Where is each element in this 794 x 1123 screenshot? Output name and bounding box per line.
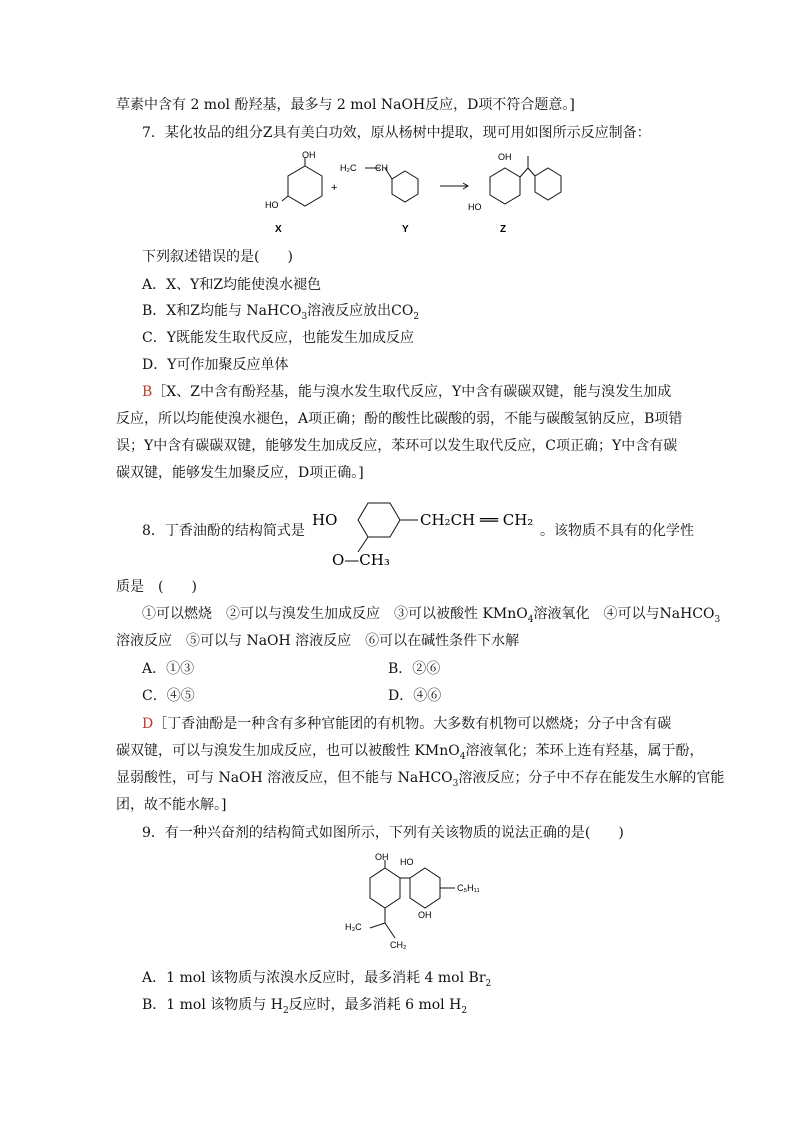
- h2c-label-y: H₂C: [340, 163, 357, 173]
- stimulant-structure-q9: [340, 848, 500, 958]
- benzene-ring-x: [288, 166, 322, 206]
- question-7-stem: 7．某化妆品的组分Z具有美白功效，原从杨树中提取，现可用如图所示反应制备：: [142, 125, 651, 141]
- benzene-ring-y: [392, 171, 418, 202]
- answer-7-line4: 碳双键，能够发生加聚反应，D项正确。]: [116, 465, 364, 481]
- ch-label-y: CH: [375, 163, 388, 173]
- option-9b: B．1 mol 该物质与 $H_2$反应时，最多消耗 6 mol $H_2$: [142, 997, 468, 1016]
- label-x: X: [275, 224, 282, 235]
- question-8-line2: 质是 ( ): [116, 579, 197, 595]
- question-8-options-line1: ①可以燃烧 ②可以与溴发生加成反应 ③可以被酸性 KMnO$_4$溶液氧化 ④可以与NaHCO$_3$: [142, 606, 721, 625]
- ho-label-eugenol: HO: [312, 511, 338, 529]
- answer-8-line1: D［丁香油酚是一种含有多种官能团的有机物。大多数有机物可以燃烧；分子中含有碳: [142, 716, 672, 732]
- question-8-suffix: 。该物质不具有的化学性: [540, 523, 694, 539]
- ho-label-z: HO: [468, 202, 482, 212]
- question-8-prefix: 8．丁香油酚的结构简式是: [142, 523, 305, 539]
- pentyl-label: C₅H₁₁: [457, 883, 480, 893]
- line-continuation: 草素中含有 2 mol 酚羟基，最多与 2 mol NaOH反应，D项不符合题意。]: [116, 97, 575, 113]
- allyl-chain-label: CH₂CH ══ CH₂: [420, 511, 534, 529]
- ho-label-x: HO: [265, 200, 279, 210]
- oh-label-3: OH: [418, 910, 432, 920]
- label-z: Z: [500, 224, 507, 235]
- option-8a: A．①③: [142, 661, 195, 677]
- option-7c: C．Y既能发生取代反应，也能发生加成反应: [142, 330, 414, 346]
- option-8d: D．④⑥: [388, 688, 442, 704]
- ch2-label: CH₂: [390, 940, 407, 950]
- eugenol-structure: [310, 490, 545, 570]
- option-7a: A．X、Y和Z均能使溴水褪色: [142, 277, 322, 293]
- methoxy-label: O—CH₃: [332, 551, 390, 569]
- option-8b: B．②⑥: [388, 661, 441, 677]
- option-7d: D．Y可作加聚反应单体: [142, 357, 289, 373]
- oh-label-z: OH: [498, 152, 512, 162]
- option-9a: A．1 mol 该物质与浓溴水反应时，最多消耗 4 mol $Br_2$: [142, 970, 492, 989]
- plus-sign: +: [331, 182, 338, 194]
- answer-7-line3: 误；Y中含有碳碳双键，能够发生加成反应，苯环可以发生取代反应，C项正确；Y中含有碳: [116, 438, 678, 454]
- benzene-ring-z2: [535, 168, 561, 200]
- h3c-label: H₃C: [345, 922, 362, 932]
- answer-key-7: B: [142, 384, 153, 400]
- answer-7-line1: B［X、Z中含有酚羟基，能与溴水发生取代反应，Y中含有碳碳双键，能与溴发生加成: [142, 384, 672, 400]
- answer-8-line2: 碳双键，可以与溴发生加成反应，也可以被酸性 KMnO$_4$溶液氧化；苯环上连有羟基，属于酚，: [116, 743, 704, 762]
- question-7-ask: 下列叙述错误的是( ): [142, 249, 293, 265]
- oh-label-1: OH: [375, 852, 389, 862]
- label-y: Y: [402, 224, 409, 235]
- answer-key-8: D: [142, 716, 154, 732]
- oh-label-x: OH: [302, 150, 316, 160]
- answer-7-line2: 反应，所以均能使溴水褪色，A项正确；酚的酸性比碳酸的弱，不能与碳酸氢钠反应，B项错: [116, 411, 683, 427]
- question-9-stem: 9．有一种兴奋剂的结构简式如图所示，下列有关该物质的说法正确的是( ): [142, 825, 624, 841]
- answer-8-line3: 显弱酸性，可与 NaOH 溶液反应，但不能与 NaHCO$_3$溶液反应；分子中不存在能发生水解的官能: [116, 770, 725, 789]
- option-8c: C．④⑤: [142, 688, 195, 704]
- ho-label-2: HO: [400, 857, 414, 867]
- question-8-options-line2: 溶液反应 ⑤可以与 NaOH 溶液反应 ⑥可以在碱性条件下水解: [116, 633, 520, 649]
- option-7b: B．X和Z均能与 NaHCO$_3$溶液反应放出$CO_2$: [142, 303, 420, 322]
- benzene-ring-z1: [490, 168, 520, 204]
- reaction-scheme-q7: [260, 146, 580, 236]
- answer-8-line4: 团，故不能水解。]: [116, 797, 227, 813]
